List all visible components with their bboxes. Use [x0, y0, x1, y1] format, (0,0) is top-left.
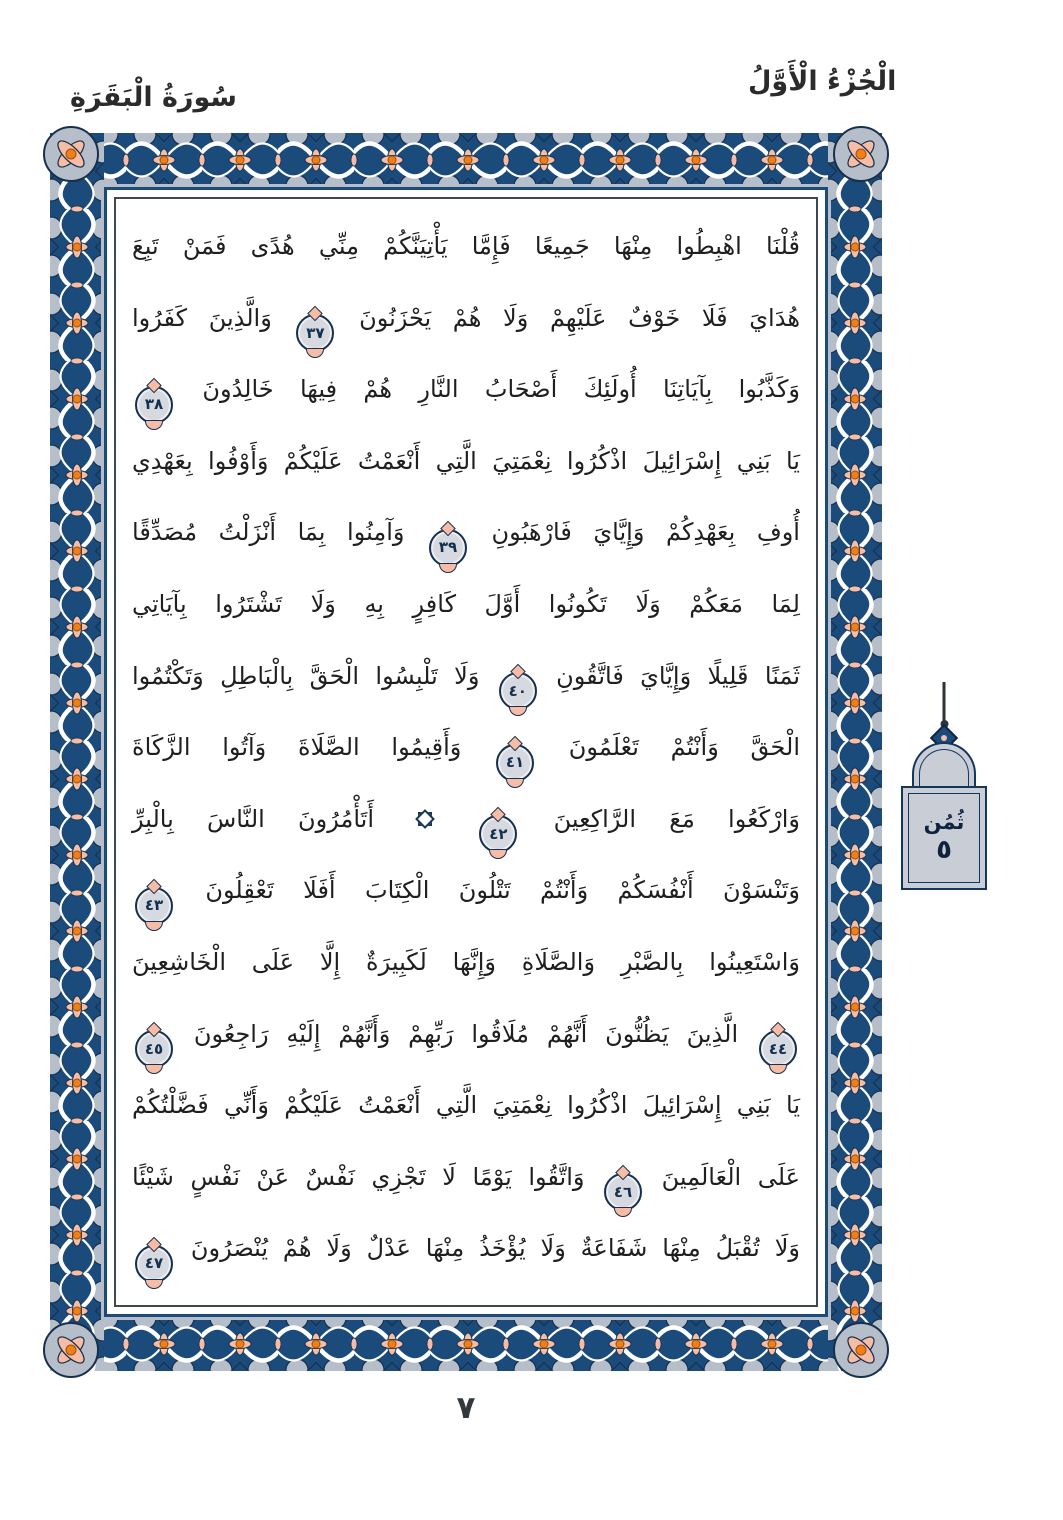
quran-line-12: [132, 999, 800, 1071]
ayah-text: وَلَا تُقْبَلُ مِنْهَا شَفَاعَةٌ وَلَا يُؤْخَذُ مِنْهَا عَدْلٌ وَلَا هُمْ يُنْصَرُونَ: [190, 1234, 800, 1263]
quran-line-6: [132, 569, 800, 641]
quran-line-15: [132, 1213, 800, 1285]
corner-flower-icon: [828, 1317, 894, 1383]
surah-title: سُورَةُ الْبَقَرَةِ: [70, 82, 237, 113]
ayah-number-marker: [496, 744, 534, 782]
thumn-badge-body: [901, 786, 987, 890]
border-ornament-left: [50, 133, 104, 1371]
ayah-text: ثَمَنًا قَلِيلًا وَإِيَّايَ فَاتَّقُونِ: [556, 661, 800, 690]
ayah-number-marker: [604, 1173, 642, 1211]
ayah-number-marker: [429, 529, 467, 567]
ayah-number: ٤٥: [144, 1039, 164, 1058]
ayah-number-marker: [296, 314, 334, 352]
ayah-number: ٣٩: [438, 538, 458, 557]
ayah-text: وَأَقِيمُوا الصَّلَاةَ وَآتُوا الزَّكَاةَ: [132, 733, 462, 762]
ayah-text: أَتَأْمُرُونَ النَّاسَ بِالْبِرِّ: [132, 804, 374, 833]
ornamental-border-frame: [50, 133, 882, 1371]
page-number: ٧: [456, 1390, 476, 1426]
border-ornament-right: [828, 133, 882, 1371]
inner-rule-border: [114, 197, 818, 1307]
ayah-number: ٤١: [505, 753, 525, 772]
ayah-number-marker: [759, 1030, 797, 1068]
ayah-text: وَتَنْسَوْنَ أَنْفُسَكُمْ وَأَنْتُمْ تَتْلُونَ الْكِتَابَ أَفَلَا تَعْقِلُونَ: [205, 876, 800, 905]
quran-line-1: [132, 211, 800, 283]
ayah-text: وَارْكَعُوا مَعَ الرَّاكِعِينَ: [553, 804, 800, 833]
quran-line-13: [132, 1070, 800, 1142]
ayah-text: أُوفِ بِعَهْدِكُمْ وَإِيَّايَ فَارْهَبُونِ: [491, 518, 800, 547]
ayah-number: ٣٧: [306, 323, 325, 342]
ayah-text: الْحَقَّ وَأَنْتُمْ تَعْلَمُونَ: [568, 733, 800, 762]
ayah-text: وَاسْتَعِينُوا بِالصَّبْرِ وَالصَّلَاةِ وَإِنَّهَا لَكَبِيرَةٌ إِلَّا عَلَى الْخَاشِعِينَ: [132, 947, 800, 976]
ayah-text: وَالَّذِينَ كَفَرُوا: [132, 303, 272, 332]
ayah-number-marker: [135, 386, 173, 424]
border-ornament-bottom: [50, 1317, 882, 1371]
ayah-text: لِمَا مَعَكُمْ وَلَا تَكُونُوا أَوَّلَ كَافِرٍ بِهِ وَلَا تَشْتَرُوا بِآيَاتِي: [132, 589, 800, 618]
ayah-number: ٤٢: [489, 824, 508, 843]
quran-line-8: [132, 712, 800, 784]
ayah-text: هُدَايَ فَلَا خَوْفٌ عَلَيْهِمْ وَلَا هُمْ يَحْزَنُونَ: [359, 303, 800, 332]
quran-line-3: [132, 354, 800, 426]
thumn-value: ٥: [936, 835, 952, 866]
ayah-text: وَآمِنُوا بِمَا أَنْزَلْتُ مُصَدِّقًا: [132, 518, 405, 547]
quran-line-7: [132, 641, 800, 713]
border-ornament-top: [50, 133, 882, 187]
thumn-marker: [898, 682, 990, 894]
quran-line-5: [132, 497, 800, 569]
ayah-text: يَا بَنِي إِسْرَائِيلَ اذْكُرُوا نِعْمَتِيَ الَّتِي أَنْعَمْتُ عَلَيْكُمْ وَأَنِّي فَضَّلْتُكُمْ: [132, 1091, 800, 1120]
corner-flower-icon: [828, 121, 894, 187]
thumn-arch-dome: [912, 742, 976, 790]
quran-line-14: [132, 1142, 800, 1214]
ayah-number-marker: [135, 1030, 173, 1068]
ayah-text: الَّذِينَ يَظُنُّونَ أَنَّهُمْ مُلَاقُوا رَبِّهِمْ وَأَنَّهُمْ إِلَيْهِ رَاجِعُونَ: [193, 1019, 739, 1048]
ayah-number: ٤٦: [613, 1182, 633, 1201]
ayah-text: قُلْنَا اهْبِطُوا مِنْهَا جَمِيعًا فَإِمَّا يَأْتِيَنَّكُمْ مِنِّي هُدًى فَمَنْ تَبِعَ: [132, 232, 800, 260]
ayah-text: وَكَذَّبُوا بِآيَاتِنَا أُولَئِكَ أَصْحَابُ النَّارِ هُمْ فِيهَا خَالِدُونَ: [202, 375, 800, 404]
corner-flower-icon: [38, 1317, 104, 1383]
corner-flower-icon: [38, 121, 104, 187]
ayah-text: وَلَا تَلْبِسُوا الْحَقَّ بِالْبَاطِلِ وَتَكْتُمُوا: [132, 661, 480, 690]
thumn-label: ثُمُن: [923, 810, 965, 835]
quran-line-9: [132, 784, 800, 856]
ayah-number: ٣٨: [144, 395, 164, 414]
thumn-badge-text: [903, 788, 985, 888]
quran-text-block: [132, 211, 800, 1293]
ayah-text: عَلَى الْعَالَمِينَ: [661, 1162, 801, 1191]
juz-title: الْجُزْءُ الْأَوَّلُ: [748, 66, 897, 97]
quran-line-11: [132, 927, 800, 999]
rub-el-hizb-icon: [414, 808, 436, 830]
ayah-text: يَا بَنِي إِسْرَائِيلَ اذْكُرُوا نِعْمَتِيَ الَّتِي أَنْعَمْتُ عَلَيْكُمْ وَأَوْفُوا بِعَهْدِي: [132, 446, 800, 475]
quran-line-2: [132, 283, 800, 355]
ayah-number: ٤٤: [768, 1039, 788, 1058]
quran-line-4: [132, 426, 800, 498]
ayah-number-marker: [135, 887, 173, 925]
quran-line-10: [132, 855, 800, 927]
ayah-text: وَاتَّقُوا يَوْمًا لَا تَجْزِي نَفْسٌ عَنْ نَفْسٍ شَيْئًا: [132, 1162, 585, 1191]
ayah-number-marker: [479, 815, 517, 853]
ayah-number: ٤٠: [508, 681, 527, 700]
ayah-number: ٤٧: [144, 1254, 164, 1273]
thumn-stem-line: [943, 682, 946, 724]
ayah-number: ٤٣: [144, 896, 164, 915]
ayah-number-marker: [499, 672, 537, 710]
ayah-number-marker: [135, 1245, 173, 1283]
text-panel: [104, 187, 828, 1317]
